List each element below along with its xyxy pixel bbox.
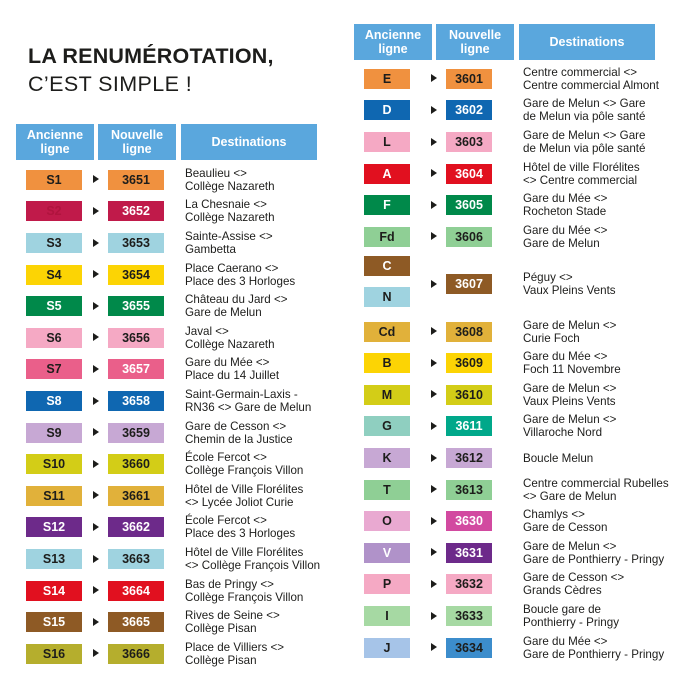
destination-line-1: Gare du Mée <> bbox=[185, 356, 270, 370]
new-line-badge: 3607 bbox=[446, 274, 492, 294]
destination-line-1: Gare du Mée <> bbox=[523, 223, 608, 237]
destination-line-2: Place des 3 Horloges bbox=[185, 274, 296, 288]
new-line-badge: 3661 bbox=[108, 486, 164, 506]
right-header-old: Ancienne ligne bbox=[354, 24, 432, 60]
destination-line-1: École Fercot <> bbox=[185, 451, 267, 465]
destination-line-1: Hôtel de Ville Florélites bbox=[185, 482, 304, 496]
old-line-badge: B bbox=[364, 353, 410, 373]
destination-line-1: Gare du Mée <> bbox=[523, 192, 608, 206]
destination-line-2: de Melun via pôle santé bbox=[523, 110, 646, 124]
old-line-badge: S3 bbox=[26, 233, 82, 253]
destination-line-2: Gare de Ponthierry - Pringy bbox=[523, 552, 665, 566]
destination-line-1: Rives de Seine <> bbox=[185, 609, 280, 623]
arrow-icon bbox=[431, 106, 437, 114]
destination-text bbox=[523, 382, 616, 408]
arrow-icon bbox=[93, 555, 99, 563]
old-line-badge: N bbox=[364, 287, 410, 307]
arrow-icon bbox=[431, 327, 437, 335]
new-line-badge: 3656 bbox=[108, 328, 164, 348]
destination-line-1: Centre commercial <> bbox=[523, 65, 638, 79]
old-line-badge: P bbox=[364, 574, 410, 594]
destination-line-2: Gambetta bbox=[185, 243, 236, 256]
old-line-badge: S6 bbox=[26, 328, 82, 348]
arrow-icon bbox=[431, 232, 437, 240]
destination-line-2: Vaux Pleins Vents bbox=[523, 394, 616, 408]
destination-line-1: Gare de Cesson <> bbox=[523, 571, 625, 585]
left-header-old: Ancienne ligne bbox=[16, 124, 94, 160]
destination-text bbox=[185, 356, 279, 382]
destination-line-1: École Fercot <> bbox=[185, 514, 267, 528]
arrow-icon bbox=[93, 649, 99, 657]
destination-text bbox=[185, 262, 295, 288]
destination-line-1: Chamlys <> bbox=[523, 508, 585, 522]
old-line-badge: S16 bbox=[26, 644, 82, 664]
right-header-dest: Destinations bbox=[519, 24, 655, 60]
destination-text bbox=[185, 388, 311, 414]
arrow-icon bbox=[93, 365, 99, 373]
arrow-icon bbox=[431, 422, 437, 430]
old-line-badge: S9 bbox=[26, 423, 82, 443]
arrow-icon bbox=[93, 491, 99, 499]
destination-text bbox=[523, 413, 616, 439]
destination-line-1: Beaulieu <> bbox=[185, 166, 247, 180]
destination-text bbox=[523, 477, 669, 503]
new-line-badge: 3659 bbox=[108, 423, 164, 443]
destination-line-2: Foch 11 Novembre bbox=[523, 363, 621, 377]
new-line-badge: 3604 bbox=[446, 164, 492, 184]
arrow-icon bbox=[431, 74, 437, 82]
old-line-badge: S4 bbox=[26, 265, 82, 285]
arrow-icon bbox=[93, 270, 99, 278]
old-line-badge: S5 bbox=[26, 296, 82, 316]
new-line-badge: 3605 bbox=[446, 195, 492, 215]
destination-line-1: La Chesnaie <> bbox=[185, 198, 267, 212]
old-line-badge: S2 bbox=[26, 201, 82, 221]
arrow-icon bbox=[93, 523, 99, 531]
destination-line-1: Gare du Mée <> bbox=[523, 350, 608, 364]
destination-line-2: <> Gare de Melun bbox=[523, 489, 617, 503]
old-line-badge: K bbox=[364, 448, 410, 468]
old-line-badge: C bbox=[364, 256, 410, 276]
destination-text bbox=[185, 514, 295, 540]
new-line-badge: 3654 bbox=[108, 265, 164, 285]
old-line-badge: S1 bbox=[26, 170, 82, 190]
destination-text bbox=[185, 546, 320, 572]
destination-line-2: <> Collège François Villon bbox=[185, 559, 321, 572]
destination-text bbox=[523, 192, 607, 218]
destination-line-2: Vaux Pleins Vents bbox=[523, 284, 616, 298]
destination-text bbox=[523, 508, 607, 534]
title-line-1: LA RENUMÉROTATION, bbox=[28, 44, 274, 68]
old-line-badge: S13 bbox=[26, 549, 82, 569]
destination-line-1: Boucle gare de bbox=[523, 603, 601, 616]
destination-text bbox=[185, 293, 288, 319]
new-line-badge: 3602 bbox=[446, 100, 492, 120]
destination-line-1: Gare de Melun <> bbox=[523, 318, 617, 332]
destination-line-2: Collège Nazareth bbox=[185, 211, 275, 225]
new-line-badge: 3601 bbox=[446, 69, 492, 89]
destination-text bbox=[185, 641, 284, 667]
destination-line-2: Collège François Villon bbox=[185, 590, 304, 604]
arrow-icon bbox=[93, 397, 99, 405]
destination-line-2: Rocheton Stade bbox=[523, 205, 607, 219]
arrow-icon bbox=[431, 201, 437, 209]
destination-line-2: <> Centre commercial bbox=[523, 173, 638, 187]
new-line-badge: 3610 bbox=[446, 385, 492, 405]
arrow-icon bbox=[431, 643, 437, 651]
arrow-icon bbox=[431, 138, 437, 146]
destination-text bbox=[185, 609, 280, 635]
destination-line-2: Gare de Ponthierry - Pringy bbox=[523, 647, 665, 661]
arrow-icon bbox=[93, 618, 99, 626]
destination-line-1: Gare du Mée <> bbox=[523, 634, 608, 648]
destination-line-1: Place Caerano <> bbox=[185, 261, 279, 275]
old-line-badge: G bbox=[364, 416, 410, 436]
old-line-badge: M bbox=[364, 385, 410, 405]
new-line-badge: 3634 bbox=[446, 638, 492, 658]
arrow-icon bbox=[93, 586, 99, 594]
new-line-badge: 3663 bbox=[108, 549, 164, 569]
destination-line-2: Collège François Villon bbox=[185, 464, 304, 478]
destination-line-1: Péguy <> bbox=[523, 271, 573, 285]
destination-text bbox=[523, 224, 607, 250]
arrow-icon bbox=[431, 485, 437, 493]
arrow-icon bbox=[93, 175, 99, 183]
destination-text bbox=[523, 571, 624, 597]
destination-text bbox=[185, 483, 303, 509]
new-line-badge: 3665 bbox=[108, 612, 164, 632]
destination-line-2: Gare de Cesson bbox=[523, 521, 608, 535]
new-line-badge: 3653 bbox=[108, 233, 164, 253]
arrow-icon bbox=[93, 428, 99, 436]
destination-text bbox=[523, 66, 659, 92]
destination-text bbox=[185, 578, 303, 604]
destination-text bbox=[523, 319, 616, 345]
destination-line-1: Château du Jard <> bbox=[185, 293, 288, 307]
destination-text bbox=[523, 129, 645, 155]
new-line-badge: 3662 bbox=[108, 517, 164, 537]
destination-line-1: Hôtel de ville Florélites bbox=[523, 160, 640, 174]
old-line-badge: L bbox=[364, 132, 410, 152]
destination-line-2: Gare de Melun bbox=[523, 236, 600, 250]
old-line-badge: E bbox=[364, 69, 410, 89]
new-line-badge: 3611 bbox=[446, 416, 492, 436]
new-line-badge: 3666 bbox=[108, 644, 164, 664]
arrow-icon bbox=[431, 517, 437, 525]
new-line-badge: 3612 bbox=[446, 448, 492, 468]
destination-line-2: Gare de Melun bbox=[185, 306, 262, 320]
old-line-badge: O bbox=[364, 511, 410, 531]
arrow-icon bbox=[431, 390, 437, 398]
old-line-badge: D bbox=[364, 100, 410, 120]
destination-line-1: Boucle Melun bbox=[523, 451, 594, 465]
arrow-icon bbox=[431, 612, 437, 620]
arrow-icon bbox=[431, 548, 437, 556]
old-line-badge: S15 bbox=[26, 612, 82, 632]
old-line-badge: V bbox=[364, 543, 410, 563]
destination-text bbox=[523, 540, 664, 566]
arrow-icon bbox=[93, 207, 99, 215]
destination-text bbox=[523, 161, 640, 187]
old-line-badge: S11 bbox=[26, 486, 82, 506]
page-title bbox=[28, 42, 274, 98]
destination-line-2: Curie Foch bbox=[523, 331, 580, 345]
left-header-new: Nouvelle ligne bbox=[98, 124, 176, 160]
old-line-badge: A bbox=[364, 164, 410, 184]
new-line-badge: 3651 bbox=[108, 170, 164, 190]
arrow-icon bbox=[431, 359, 437, 367]
destination-line-1: Bas de Pringy <> bbox=[185, 577, 274, 591]
arrow-icon bbox=[431, 454, 437, 462]
old-line-badge: Fd bbox=[364, 227, 410, 247]
arrow-icon bbox=[431, 280, 437, 288]
destination-line-1: Gare de Melun <> Gare bbox=[523, 129, 646, 142]
new-line-badge: 3609 bbox=[446, 353, 492, 373]
new-line-badge: 3613 bbox=[446, 480, 492, 500]
new-line-badge: 3660 bbox=[108, 454, 164, 474]
new-line-badge: 3657 bbox=[108, 359, 164, 379]
destination-text bbox=[185, 325, 275, 351]
destination-text bbox=[185, 420, 293, 446]
old-line-badge: S12 bbox=[26, 517, 82, 537]
destination-text bbox=[523, 271, 616, 297]
destination-line-1: Gare de Melun <> bbox=[523, 413, 617, 427]
destination-line-2: RN36 <> Gare de Melun bbox=[185, 401, 312, 414]
new-line-badge: 3652 bbox=[108, 201, 164, 221]
destination-line-1: Gare de Melun <> Gare bbox=[523, 97, 646, 111]
new-line-badge: 3630 bbox=[446, 511, 492, 531]
destination-line-2: Collège Nazareth bbox=[185, 337, 275, 351]
arrow-icon bbox=[93, 333, 99, 341]
destination-line-2: Grands Cèdres bbox=[523, 584, 602, 598]
old-line-badge: S10 bbox=[26, 454, 82, 474]
new-line-badge: 3608 bbox=[446, 322, 492, 342]
destination-line-2: Ponthierry - Pringy bbox=[523, 616, 620, 629]
old-line-badge: S7 bbox=[26, 359, 82, 379]
destination-text bbox=[523, 350, 621, 376]
destination-line-2: Place des 3 Horloges bbox=[185, 527, 296, 541]
destination-line-2: Collège Pisan bbox=[185, 622, 257, 636]
old-line-badge: I bbox=[364, 606, 410, 626]
destination-line-1: Gare de Cesson <> bbox=[185, 419, 287, 433]
destination-line-2: Villaroche Nord bbox=[523, 426, 603, 440]
new-line-badge: 3658 bbox=[108, 391, 164, 411]
destination-text bbox=[185, 451, 303, 477]
destination-line-2: Centre commercial Almont bbox=[523, 78, 659, 92]
arrow-icon bbox=[431, 169, 437, 177]
destination-text bbox=[523, 603, 619, 629]
destination-line-1: Gare de Melun <> bbox=[523, 381, 617, 395]
destination-text bbox=[185, 230, 273, 256]
arrow-icon bbox=[93, 460, 99, 468]
destination-line-1: Hôtel de Ville Florélites bbox=[185, 546, 304, 559]
destination-line-2: Collège Pisan bbox=[185, 653, 257, 667]
old-line-badge: S8 bbox=[26, 391, 82, 411]
destination-text bbox=[185, 198, 275, 224]
title-line-2: C’EST SIMPLE ! bbox=[28, 72, 193, 96]
arrow-icon bbox=[431, 580, 437, 588]
new-line-badge: 3632 bbox=[446, 574, 492, 594]
destination-text bbox=[523, 452, 593, 465]
arrow-icon bbox=[93, 302, 99, 310]
destination-line-2: <> Lycée Joliot Curie bbox=[185, 495, 294, 509]
old-line-badge: F bbox=[364, 195, 410, 215]
new-line-badge: 3606 bbox=[446, 227, 492, 247]
left-header-dest: Destinations bbox=[181, 124, 317, 160]
destination-line-2: Chemin de la Justice bbox=[185, 432, 293, 446]
destination-line-1: Centre commercial Rubelles bbox=[523, 476, 669, 490]
destination-line-1: Javal <> bbox=[185, 324, 229, 338]
arrow-icon bbox=[93, 239, 99, 247]
destination-line-2: Collège Nazareth bbox=[185, 179, 275, 193]
new-line-badge: 3603 bbox=[446, 132, 492, 152]
old-line-badge: J bbox=[364, 638, 410, 658]
new-line-badge: 3664 bbox=[108, 581, 164, 601]
destination-line-1: Gare de Melun <> bbox=[523, 539, 617, 553]
destination-text bbox=[185, 167, 275, 193]
destination-line-2: de Melun via pôle santé bbox=[523, 142, 646, 155]
new-line-badge: 3631 bbox=[446, 543, 492, 563]
destination-line-1: Saint-Germain-Laxis - bbox=[185, 388, 298, 401]
destination-line-1: Sainte-Assise <> bbox=[185, 230, 273, 243]
destination-text bbox=[523, 635, 664, 661]
destination-text bbox=[523, 97, 645, 123]
right-header-new: Nouvelle ligne bbox=[436, 24, 514, 60]
new-line-badge: 3655 bbox=[108, 296, 164, 316]
old-line-badge: T bbox=[364, 480, 410, 500]
destination-line-1: Place de Villiers <> bbox=[185, 640, 285, 654]
new-line-badge: 3633 bbox=[446, 606, 492, 626]
old-line-badge: S14 bbox=[26, 581, 82, 601]
destination-line-2: Place du 14 Juillet bbox=[185, 369, 280, 383]
old-line-badge: Cd bbox=[364, 322, 410, 342]
